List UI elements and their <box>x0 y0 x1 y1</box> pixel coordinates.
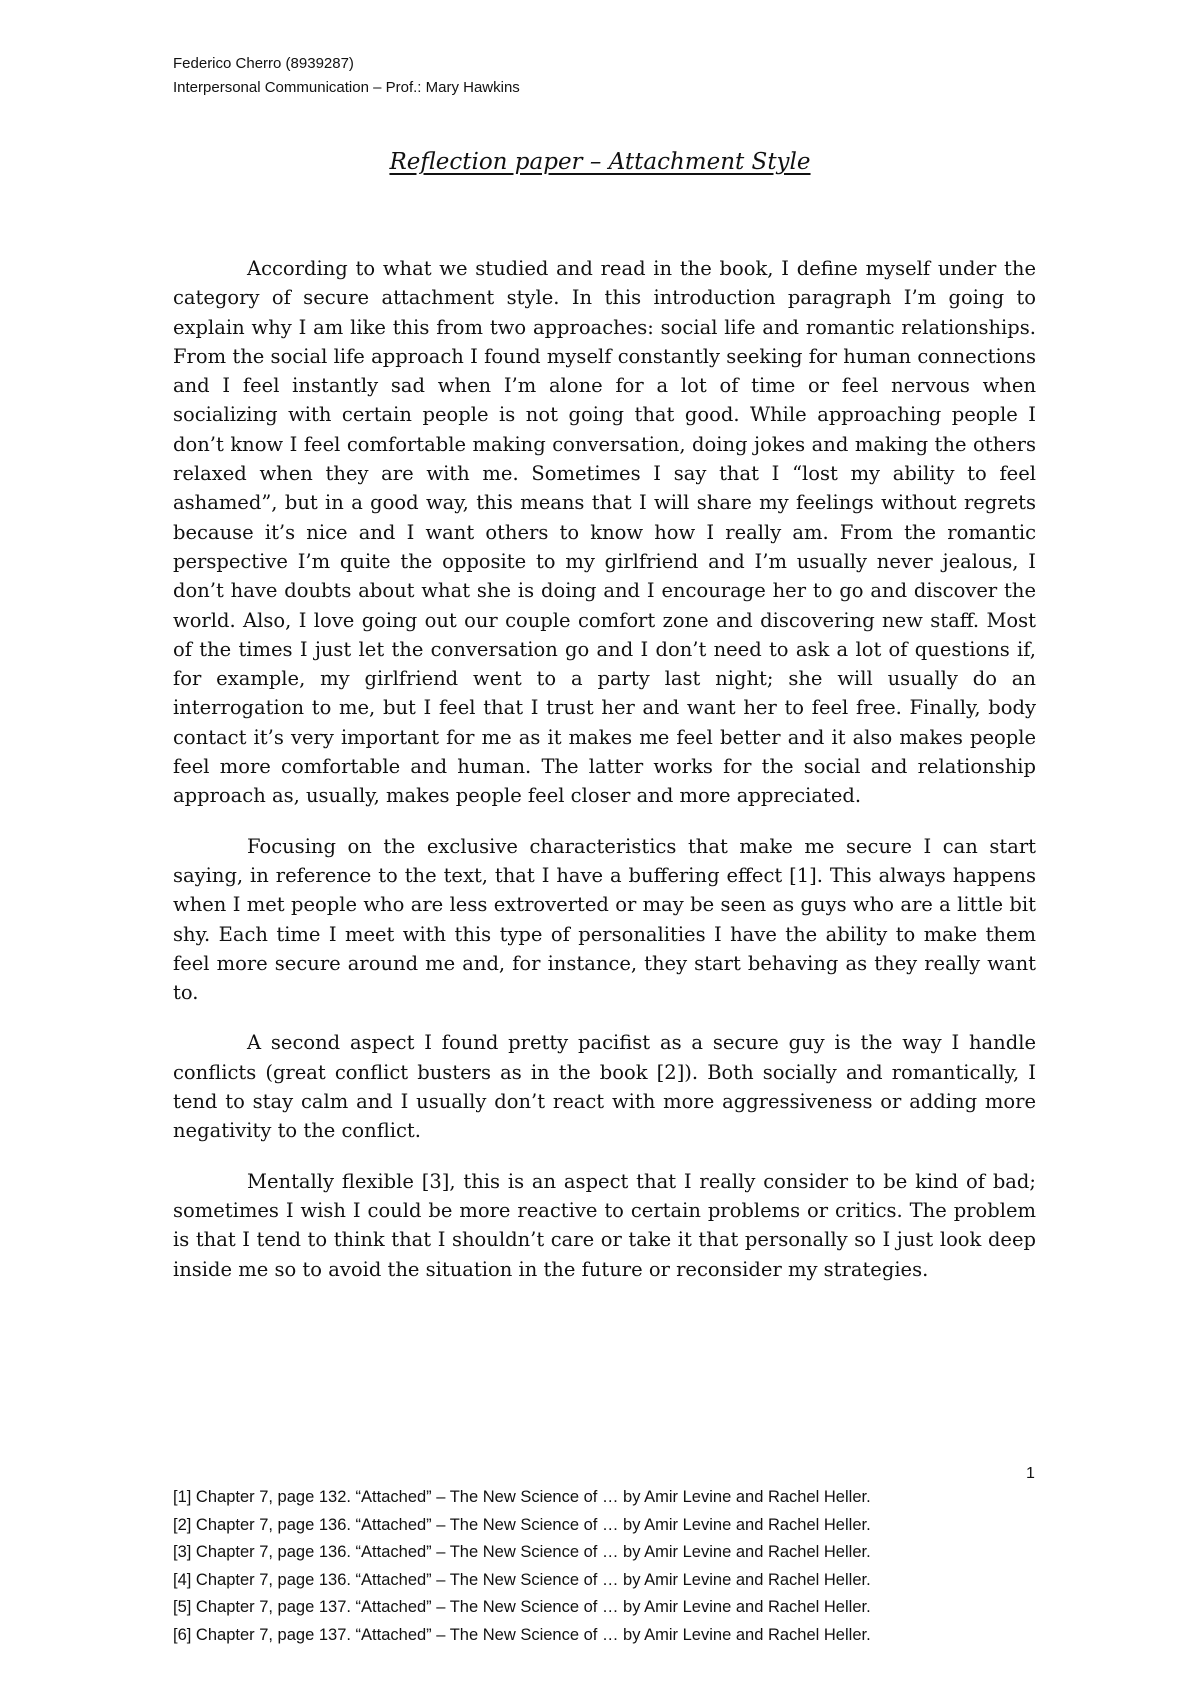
document-body <box>173 254 1036 1305</box>
footnotes <box>173 1484 871 1650</box>
body-paragraph: According to what we studied and read in the book, I define myself under the category of secure attachment style. In this introduction paragraph I’m going to explain why I am like this from two approaches: social life and romantic relationships. From the social life approach I found myself constantly seeking for human connections and I feel instantly sad when I’m alone for a lot of time or feel nervous when socializing with certain people is not going that good. While approaching people I don’t know I feel comfortable making conversation, doing jokes and making the others relaxed when they are with me. Sometimes I say that I “lost my ability to feel ashamed”, but in a good way, this means that I will share my feelings without regrets because it’s nice and I want others to know how I really am. From the romantic perspective I’m quite the opposite to my girlfriend and I’m usually never jealous, I don’t have doubts about what she is doing and I encourage her to go and discover the world. Also, I love going out our couple comfort zone and discovering new staff. Most of the times I just let the conversation go and I don’t need to ask a lot of questions if, for example, my girlfriend went to a party last night; she will usually do an interrogation to me, but I feel that I trust her and want her to feel free. Finally, body contact it’s very important for me as it makes me feel better and it also makes people feel more comfortable and human. The latter works for the social and relationship approach as, usually, makes people feel closer and more appreciated. <box>173 257 1036 808</box>
footnote: [5] Chapter 7, page 137. “Attached” – The New Science of … by Amir Levine and Rachel Heller. <box>173 1598 871 1617</box>
body-paragraph: Mentally flexible [3], this is an aspect that I really consider to be kind of bad; sometimes I wish I could be more reactive to certain problems or critics. The problem is that I tend to think that I shouldn’t care or take it that personally so I just look deep inside me so to avoid the situation in the future or reconsider my strategies. <box>173 1169 1036 1281</box>
author-line: Federico Cherro (8939287) <box>173 55 354 72</box>
page-number: 1 <box>1026 1465 1035 1482</box>
footnote: [1] Chapter 7, page 132. “Attached” – The New Science of … by Amir Levine and Rachel Heller. <box>173 1488 871 1506</box>
document-header <box>173 52 520 100</box>
footnote: [2] Chapter 7, page 136. “Attached” – The New Science of … by Amir Levine and Rachel Heller. <box>173 1515 871 1534</box>
footnote: [6] Chapter 7, page 137. “Attached” – The New Science of … by Amir Levine and Rachel Heller. <box>173 1625 871 1644</box>
body-paragraph: Focusing on the exclusive characteristics that make me secure I can start saying, in reference to the text, that I have a buffering effect [1]. This always happens when I met people who are less extroverted or may be seen as guys who are a little bit shy. Each time I meet with this type of personalities I have the ability to make them feel more secure around me and, for instance, they start behaving as they really want to. <box>173 834 1036 1005</box>
footnote: [4] Chapter 7, page 136. “Attached” – The New Science of … by Amir Levine and Rachel Heller. <box>173 1570 871 1589</box>
body-paragraph: A second aspect I found pretty pacifist as a secure guy is the way I handle conflicts (great conflict busters as in the book [2]). Both socially and romantically, I tend to stay calm and I usually don’t react with more aggressiveness or adding more negativity to the conflict. <box>173 1031 1036 1143</box>
document-title: Reflection paper – Attachment Style <box>389 149 811 175</box>
course-line: Interpersonal Communication – Prof.: Mary Hawkins <box>173 79 520 96</box>
footnote: [3] Chapter 7, page 136. “Attached” – The New Science of … by Amir Levine and Rachel Heller. <box>173 1543 871 1562</box>
